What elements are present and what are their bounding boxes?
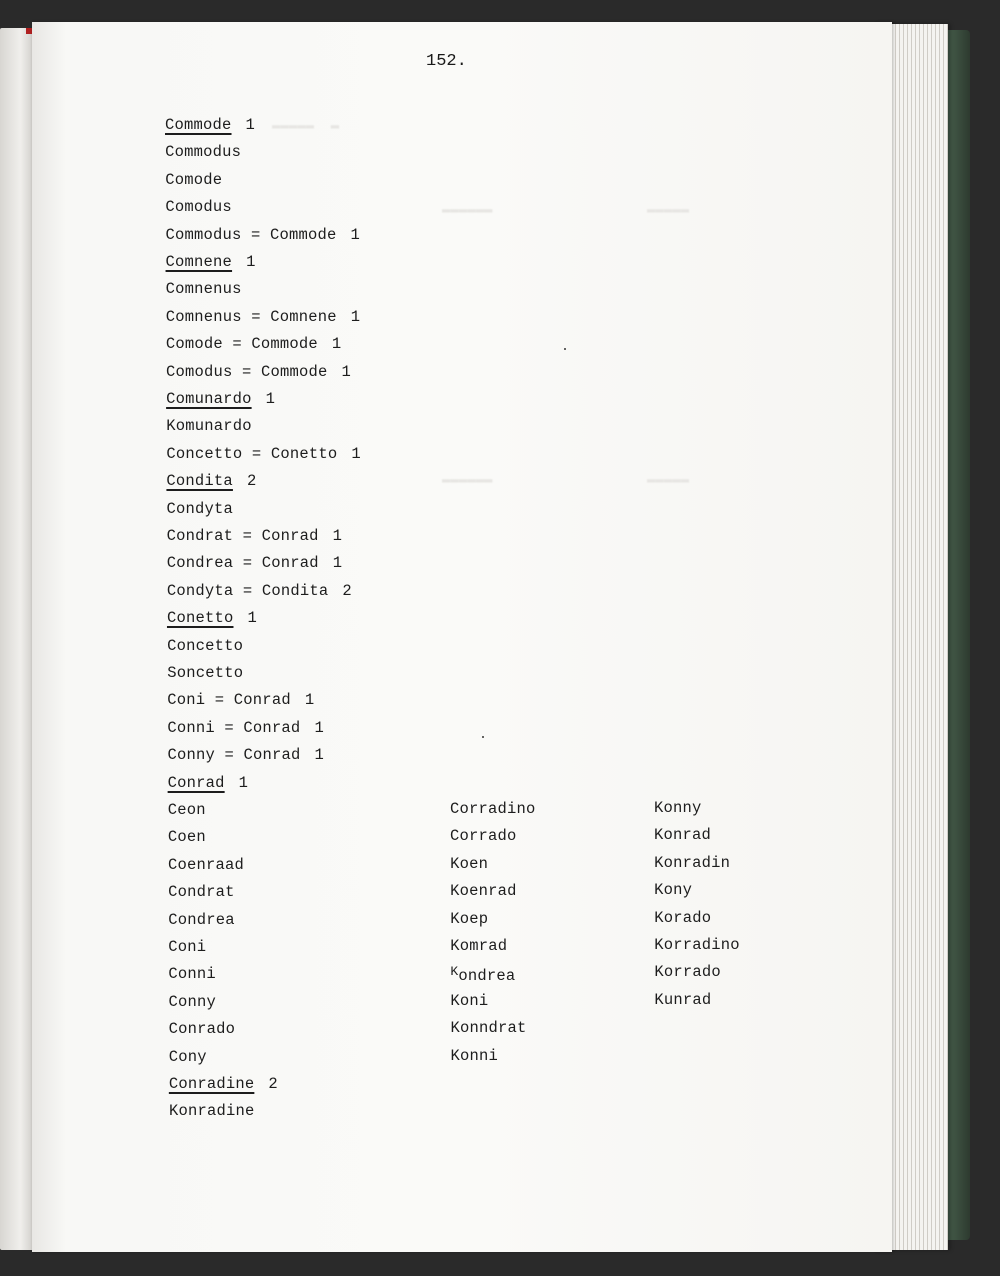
index-entry [168, 856, 244, 874]
entry-text: ondrea [458, 967, 516, 986]
index-entry [450, 992, 488, 1010]
entry-text: Condrat [168, 883, 235, 902]
index-entry [168, 774, 249, 792]
index-entry [166, 390, 275, 408]
entry-text: Comnenus [165, 280, 242, 299]
entry-text: Kunrad [654, 990, 712, 1009]
index-entry [450, 910, 488, 928]
entry-text: Konradin [654, 853, 731, 872]
entry-text: Konny [654, 799, 702, 817]
index-entry [167, 500, 234, 518]
index-entry [168, 828, 206, 846]
entry-text: Condyta [166, 499, 234, 518]
index-entry [450, 882, 517, 900]
index-entry [450, 800, 536, 818]
entry-text: Comode = Commode [165, 335, 318, 354]
show-through: ▬▬▬▬▬ ▬ [272, 118, 340, 134]
headword: Conradine [168, 1075, 255, 1093]
entry-count: 1 [246, 253, 256, 271]
entry-count: 1 [331, 335, 342, 354]
index-entry [450, 855, 488, 873]
entry-count: 1 [351, 444, 361, 463]
entry-text: Corrado [450, 827, 517, 846]
entry-text: Komunardo [166, 417, 252, 436]
index-entry [167, 637, 243, 655]
index-entry [169, 1075, 278, 1093]
index-entry [169, 1020, 236, 1038]
raised-letter: K [450, 964, 459, 980]
entry-text: Comodus [165, 198, 232, 217]
entry-text: Condrat = Conrad [166, 527, 319, 545]
index-entry [168, 965, 216, 983]
entry-text: Condrea = Conrad [166, 554, 319, 573]
entry-count: 2 [246, 472, 257, 491]
index-entry [166, 280, 242, 298]
index-entry [654, 909, 711, 927]
index-entry [451, 1047, 499, 1065]
index-entry [167, 609, 257, 627]
headword: Conetto [166, 609, 234, 628]
entry-text: Commodus [165, 143, 242, 162]
index-entry [167, 582, 352, 600]
entry-text: Kony [654, 881, 693, 900]
index-entry [167, 691, 314, 709]
index-entry [654, 936, 740, 954]
entry-count: 1 [314, 746, 325, 765]
index-entry [450, 964, 515, 985]
entry-count: 1 [341, 362, 352, 381]
index-entry [168, 746, 325, 764]
entry-count: 1 [245, 116, 256, 134]
index-entry [169, 993, 217, 1011]
index-entry [654, 881, 692, 899]
entry-count: 2 [268, 1075, 278, 1093]
index-entry [654, 854, 730, 872]
entry-text: Komrad [450, 937, 508, 955]
entry-text: Comnenus = Comnene [165, 307, 337, 326]
entry-text: Korrado [654, 963, 721, 982]
index-entry [166, 417, 252, 435]
index-entry [165, 198, 232, 216]
entry-text: Concetto = Conetto [166, 444, 338, 463]
entry-count: 1 [350, 225, 360, 244]
index-entry [450, 937, 507, 955]
show-through: ▬▬▬▬▬ [647, 202, 690, 218]
entry-count: 1 [247, 609, 257, 628]
show-through: ▬▬▬▬▬▬ [442, 202, 493, 218]
headword: Condita [166, 472, 233, 491]
index-entry [450, 827, 517, 845]
entry-count: 2 [342, 581, 352, 600]
entry-text: Coni = Conrad [167, 691, 291, 710]
entry-text: Corradino [450, 800, 536, 818]
entry-count: 1 [304, 691, 315, 710]
entry-text: Konrad [654, 826, 712, 845]
index-entry [167, 527, 343, 545]
entry-text: Comode [165, 170, 223, 189]
show-through: ▬▬▬▬▬▬ [442, 472, 493, 488]
entry-text: Conny [168, 992, 217, 1011]
entry-text: Koni [450, 991, 489, 1010]
headword: Commode [165, 116, 232, 134]
index-entry [169, 1102, 255, 1120]
entry-text: Cony [168, 1047, 207, 1066]
index-entry [168, 911, 235, 929]
entry-count: 1 [332, 554, 343, 573]
index-entry [654, 799, 702, 817]
ink-speck [564, 348, 566, 350]
page-number: 152. [426, 52, 467, 71]
ink-speck [482, 736, 484, 738]
index-entry [168, 938, 206, 956]
entry-text: Koenrad [450, 882, 517, 901]
entry-text: Coen [167, 828, 206, 847]
entry-text: Ceon [167, 801, 206, 819]
index-entry [169, 1048, 207, 1066]
entry-text: Condyta = Condita [166, 581, 329, 600]
entry-text: Koen [450, 854, 489, 873]
index-entry [167, 719, 324, 737]
entry-text: Concetto [167, 636, 244, 655]
book-page [32, 22, 892, 1252]
entry-text: Conny = Conrad [167, 746, 301, 765]
index-entry [166, 472, 256, 490]
index-entry [166, 253, 256, 271]
entry-text: Korradino [654, 936, 740, 954]
entry-text: Conni = Conrad [167, 718, 301, 737]
headword: Comunardo [166, 390, 252, 408]
entry-text: Commodus = Commode [165, 225, 337, 244]
entry-text: Koep [450, 909, 489, 928]
index-entry [168, 883, 235, 901]
index-entry [166, 335, 342, 353]
index-entry [165, 143, 241, 161]
index-entry [165, 116, 255, 134]
index-entry [166, 363, 351, 381]
index-entry [654, 826, 711, 844]
index-entry [166, 308, 361, 326]
entry-text: Conni [168, 965, 216, 984]
entry-text: Coni [168, 938, 207, 956]
index-entry [167, 554, 343, 572]
previous-page-edge [0, 28, 34, 1250]
index-entry [654, 991, 711, 1009]
entry-text: Soncetto [167, 664, 244, 682]
entry-count: 1 [314, 718, 324, 737]
entry-count: 1 [265, 390, 276, 408]
index-entry [165, 226, 360, 244]
entry-text: Konradine [168, 1102, 255, 1121]
index-entry [167, 664, 243, 682]
entry-text: Conrado [168, 1020, 236, 1039]
headword: Conrad [167, 773, 225, 792]
entry-text: Konndrat [450, 1019, 527, 1038]
headword: Comnene [165, 253, 233, 271]
entry-text: Korado [654, 908, 712, 927]
index-entry [654, 963, 721, 981]
entry-count: 1 [332, 527, 343, 545]
entry-count: 1 [350, 307, 361, 326]
index-entry [165, 171, 222, 189]
entry-text: Konni [450, 1046, 499, 1065]
index-entry [168, 801, 206, 819]
entry-text: Coenraad [167, 855, 244, 874]
index-entry [450, 1019, 526, 1037]
entry-count: 1 [238, 773, 249, 792]
entry-text: Condrea [168, 910, 235, 929]
entry-text: Comodus = Commode [165, 362, 328, 381]
index-entry [166, 445, 361, 463]
show-through: ▬▬▬▬▬ [647, 472, 690, 488]
